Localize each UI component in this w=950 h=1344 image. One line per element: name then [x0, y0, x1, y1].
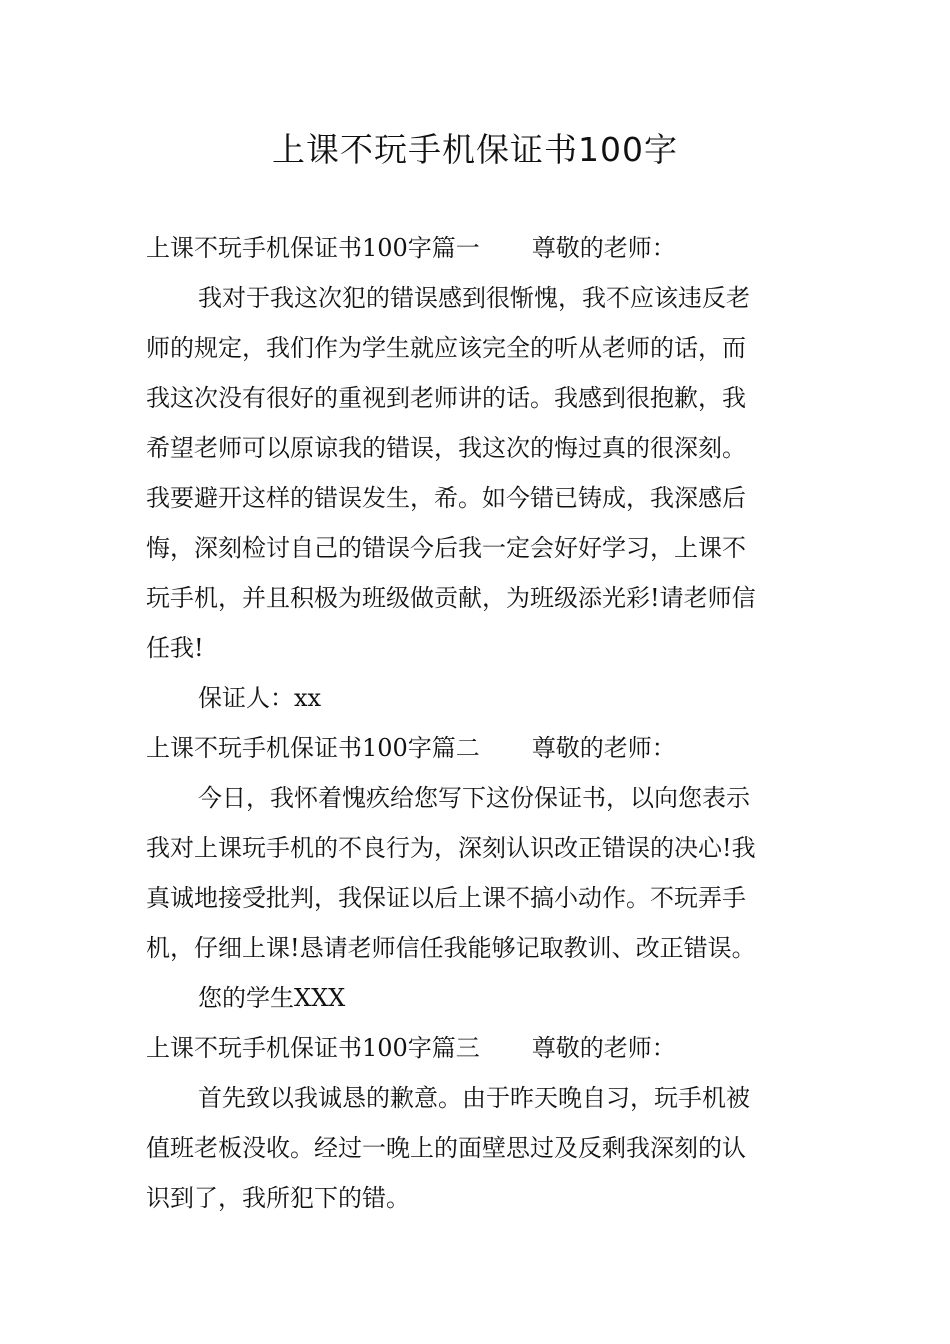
body-line: 我对于我这次犯的错误感到很惭愧，我不应该违反老: [198, 284, 750, 312]
section-heading: 上课不玩手机保证书100字篇二: [146, 734, 480, 762]
signature: 您的学生XXX: [198, 984, 346, 1012]
body-line: 希望老师可以原谅我的错误，我这次的悔过真的很深刻。: [146, 434, 746, 462]
body-line: 真诚地接受批判，我保证以后上课不搞小动作。不玩弄手: [146, 884, 746, 912]
section-3: [146, 1023, 808, 1223]
body-line: 悔，深刻检讨自己的错误今后我一定会好好学习，上课不: [146, 534, 746, 562]
section-heading-line: [146, 223, 808, 273]
section-heading-line: [146, 1023, 808, 1073]
body-line: 值班老板没收。经过一晚上的面壁思过及反剩我深刻的认: [146, 1134, 746, 1162]
body-line: 玩手机，并且积极为班级做贡献，为班级添光彩!请老师信: [146, 584, 756, 612]
document-title: 上课不玩手机保证书100字: [272, 130, 678, 169]
body-line: 我对上课玩手机的不良行为，深刻认识改正错误的决心!我: [146, 834, 756, 862]
body-line: 首先致以我诚恳的歉意。由于昨天晚自习，玩手机被: [198, 1084, 750, 1112]
section-1: [146, 223, 808, 723]
section-heading-line: [146, 723, 808, 773]
document-body: [146, 223, 808, 1223]
body-line: 师的规定，我们作为学生就应该完全的听从老师的话，而: [146, 334, 746, 362]
body-line: 我要避开这样的错误发生，希。如今错已铸成，我深感后: [146, 484, 746, 512]
body-line: 任我!: [146, 634, 204, 662]
body-line: 识到了，我所犯下的错。: [146, 1184, 410, 1212]
salutation: 尊敬的老师：: [531, 1034, 676, 1062]
salutation: 尊敬的老师：: [531, 734, 676, 762]
section-heading: 上课不玩手机保证书100字篇三: [146, 1034, 480, 1062]
body-line: 机，仔细上课!恳请老师信任我能够记取教训、改正错误。: [146, 934, 756, 962]
signature: 保证人：xx: [198, 684, 322, 712]
salutation: 尊敬的老师：: [531, 234, 676, 262]
section-heading: 上课不玩手机保证书100字篇一: [146, 234, 480, 262]
body-line: 我这次没有很好的重视到老师讲的话。我感到很抱歉，我: [146, 384, 746, 412]
body-line: 今日，我怀着愧疚给您写下这份保证书，以向您表示: [198, 784, 750, 812]
section-2: [146, 723, 808, 1023]
